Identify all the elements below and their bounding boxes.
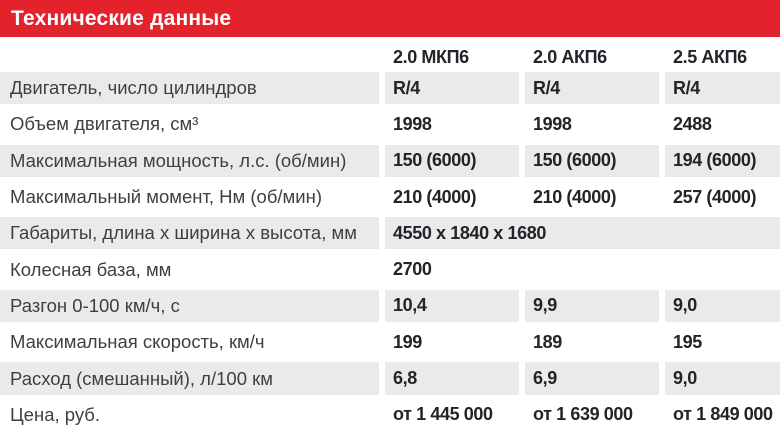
value-cell bbox=[525, 181, 659, 213]
value-cell bbox=[525, 72, 659, 104]
table-row bbox=[0, 360, 780, 396]
cell-value: 9,0 bbox=[673, 368, 697, 389]
value-cell bbox=[665, 181, 780, 213]
value-cell-merged bbox=[385, 253, 780, 285]
value-cell-merged bbox=[385, 217, 780, 249]
row-label-cell bbox=[0, 253, 379, 285]
cell-value: 150 (6000) bbox=[533, 150, 617, 171]
row-label: Объем двигателя, см³ bbox=[10, 113, 199, 135]
row-label: Разгон 0-100 км/ч, с bbox=[10, 294, 180, 316]
table-row bbox=[0, 324, 780, 360]
title-bar bbox=[0, 0, 780, 37]
table-row bbox=[0, 251, 780, 287]
cell-value: 4550 x 1840 x 1680 bbox=[393, 222, 546, 243]
cell-value: 199 bbox=[393, 331, 422, 352]
row-label-cell bbox=[0, 217, 379, 249]
value-cell bbox=[385, 72, 519, 104]
cell-value: 10,4 bbox=[393, 295, 427, 316]
table-row bbox=[0, 106, 780, 142]
value-cell bbox=[385, 181, 519, 213]
cell-value: 2488 bbox=[673, 113, 712, 134]
value-cell bbox=[525, 108, 659, 140]
cell-value: 9,9 bbox=[533, 295, 557, 316]
cell-value: 257 (4000) bbox=[673, 186, 757, 207]
column-header-row bbox=[0, 37, 780, 70]
row-label-cell bbox=[0, 108, 379, 140]
cell-value: 150 (6000) bbox=[393, 150, 477, 171]
row-label-cell bbox=[0, 181, 379, 213]
value-cell bbox=[665, 72, 780, 104]
value-cell bbox=[665, 145, 780, 177]
value-cell bbox=[385, 145, 519, 177]
column-header bbox=[525, 47, 659, 68]
cell-value: 210 (4000) bbox=[533, 186, 617, 207]
cell-value: от 1 445 000 bbox=[393, 404, 493, 425]
cell-value: R/4 bbox=[673, 77, 700, 98]
cell-value: 2700 bbox=[393, 259, 432, 280]
row-label-cell bbox=[0, 145, 379, 177]
value-cell bbox=[385, 108, 519, 140]
cell-value: от 1 639 000 bbox=[533, 404, 633, 425]
table-row bbox=[0, 179, 780, 215]
cell-value: 6,9 bbox=[533, 368, 557, 389]
row-label: Габариты, длина x ширина x высота, мм bbox=[10, 222, 357, 244]
value-cell bbox=[665, 326, 780, 358]
table-row bbox=[0, 143, 780, 179]
cell-value: 194 (6000) bbox=[673, 150, 757, 171]
value-cell bbox=[665, 290, 780, 322]
row-label: Двигатель, число цилиндров bbox=[10, 77, 257, 99]
column-header bbox=[385, 47, 519, 68]
row-label-cell bbox=[0, 362, 379, 394]
cell-value: R/4 bbox=[393, 77, 420, 98]
value-cell bbox=[525, 290, 659, 322]
column-header-label: 2.0 АКП6 bbox=[533, 47, 607, 67]
table-row bbox=[0, 70, 780, 106]
row-label: Цена, руб. bbox=[10, 403, 101, 425]
cell-value: 6,8 bbox=[393, 368, 417, 389]
value-cell bbox=[665, 399, 780, 431]
column-header-label: 2.0 МКП6 bbox=[393, 47, 469, 67]
cell-value: от 1 849 000 bbox=[673, 404, 773, 425]
table-row bbox=[0, 397, 780, 433]
row-label: Расход (смешанный), л/100 км bbox=[10, 367, 273, 389]
cell-value: 210 (4000) bbox=[393, 186, 477, 207]
value-cell bbox=[665, 108, 780, 140]
row-label: Максимальный момент, Нм (об/мин) bbox=[10, 186, 322, 208]
value-cell bbox=[385, 399, 519, 431]
table-row bbox=[0, 215, 780, 251]
cell-value: 1998 bbox=[533, 113, 572, 134]
value-cell bbox=[525, 145, 659, 177]
value-cell bbox=[525, 362, 659, 394]
row-label: Максимальная мощность, л.с. (об/мин) bbox=[10, 149, 347, 171]
row-label: Максимальная скорость, км/ч bbox=[10, 331, 265, 353]
value-cell bbox=[385, 290, 519, 322]
page-title: Технические данные bbox=[11, 6, 232, 30]
cell-value: 9,0 bbox=[673, 295, 697, 316]
value-cell bbox=[665, 362, 780, 394]
cell-value: R/4 bbox=[533, 77, 560, 98]
value-cell bbox=[525, 399, 659, 431]
cell-value: 195 bbox=[673, 331, 702, 352]
table-row bbox=[0, 288, 780, 324]
value-cell bbox=[525, 326, 659, 358]
cell-value: 1998 bbox=[393, 113, 432, 134]
value-cell bbox=[385, 362, 519, 394]
column-header bbox=[665, 47, 780, 68]
row-label-cell bbox=[0, 72, 379, 104]
column-header-label: 2.5 АКП6 bbox=[673, 47, 747, 67]
cell-value: 189 bbox=[533, 331, 562, 352]
value-cell bbox=[385, 326, 519, 358]
row-label-cell bbox=[0, 290, 379, 322]
row-label-cell bbox=[0, 399, 379, 431]
row-label: Колесная база, мм bbox=[10, 258, 172, 280]
row-label-cell bbox=[0, 326, 379, 358]
